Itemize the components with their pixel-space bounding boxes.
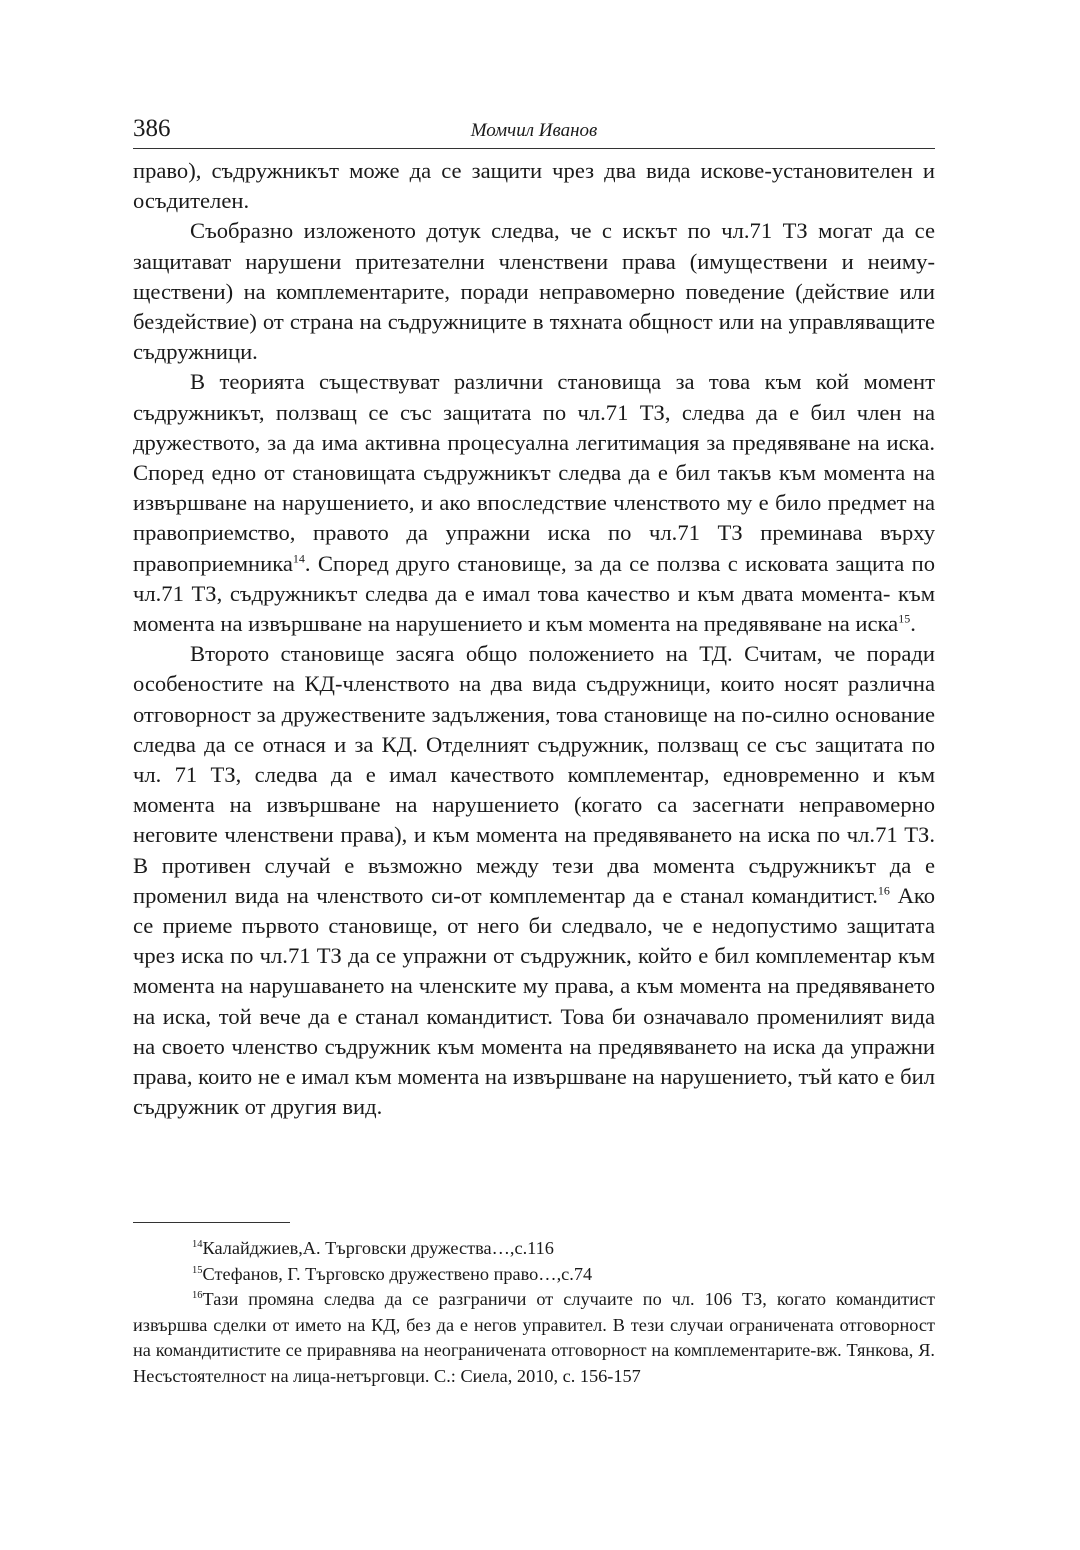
paragraph-2: Съобразно изложеното дотук следва, че с искът по чл.71 ТЗ могат да се защитават нарушени притезателни членствени права (имуществени и неимуществени) на комплементарите, поради неправомерно поведение (действие или бездействие) от страна на съдружниците в тяхната общност или на управляващите съдружници. <box>133 218 935 365</box>
footnote-number: 14 <box>192 1238 203 1250</box>
page-header <box>133 112 935 149</box>
footnote-text: Тази промяна следва да се разграничи от случаите по чл. 106 ТЗ, когато командитист извършва сделки от името на КД, без да е негов управител. В тези случаи ограничената отговорност на командитистите се приравнява на неограничената отговорност на комплементарите-вж. Тянкова, Я. Несъстоятелност на лица-нетърговци. С.: Сиела, 2010, с. 156-157 <box>133 1289 935 1386</box>
paragraph-1: право), съдружникът може да се защити чрез два вида искове-установителен и осъдителен. <box>133 158 935 214</box>
footnote-number: 15 <box>192 1264 203 1276</box>
paragraph-4 <box>133 639 935 1122</box>
footnote-divider <box>133 1222 290 1223</box>
paragraph-3-text-a: В теорията съществуват различни становища за това към кой момент съдружникът, ползващ се със защитата по чл.71 ТЗ, следва да е бил член на дружеството, за да има активна процесуална легитимация за предявяване на иска. Според едно от становищата съдружникът следва да е бил такъв към момента на извършване на нарушението, и ако впоследствие членството му е било предмет на правоприемство, правото да упражни иска по чл.71 ТЗ преминава върху правоприемника <box>133 369 935 576</box>
paragraph-3 <box>133 367 935 639</box>
footnote-text: Калайджиев,А. Търговски дружества…,с.116 <box>202 1238 554 1258</box>
footnote-14 <box>133 1236 935 1262</box>
page-number: 386 <box>133 115 171 142</box>
footnotes <box>133 1236 935 1390</box>
footnote-number: 16 <box>192 1290 203 1302</box>
footnote-text: Стефанов, Г. Търговско дружествено право…,с.74 <box>202 1263 593 1284</box>
running-head: Момчил Иванов <box>470 120 598 141</box>
footnote-ref-15[interactable]: 15 <box>898 611 911 626</box>
paragraph-4-text-b: Ако се приеме първото становище, от него би следвало, че е недопустимо защитата чрез иска по чл.71 ТЗ да се упражни от съдружник, който е бил комплементар към момента на нарушаването на членските му права, а към момента на предявяването на иска, той вече да е станал командитист. Това би означавало променилият вида на своето членство съдружник към момента на предявяването на иска да упражни права, които не е имал към момента на извършване на нарушението, тъй като е бил съдружник от другия вид. <box>133 882 936 1120</box>
footnote-15 <box>133 1262 935 1288</box>
paragraph-4-text-a: Второто становище засяга общо положението на ТД. Считам, че поради особеностите на КД-членството на два вида съдружници, които носят различна отговорност за дружествените задължения, това становище на по-силно основание следва да се отнася и за КД. Отделният съдружник, ползващ се със защитата по чл. 71 ТЗ, следва да е имал качеството комплементар, едновременно и към момента на извършване на нарушението (когато са засегнати неправомерно неговите членствени права), и към момента на предявяването на иска по чл.71 ТЗ. В противен случай е възможно между тези два момента съдружникът да е променил вида на членството си-от комплементар да е станал командитист. <box>133 641 935 908</box>
footnote-16 <box>133 1287 935 1389</box>
page <box>133 112 936 1386</box>
body-text <box>133 156 935 1123</box>
footnote-ref-14[interactable]: 14 <box>292 551 305 566</box>
paragraph-3-text-c: . <box>910 611 916 637</box>
paragraph-3-text-b: . Според друго становище, за да се ползва с исковата защита по чл.71 ТЗ, съдружникът следва да е имал това качество и към двата момента- към момента на извършване на нарушението и към момента на предявяване на иска <box>133 550 935 637</box>
footnote-ref-16[interactable]: 16 <box>877 883 890 898</box>
